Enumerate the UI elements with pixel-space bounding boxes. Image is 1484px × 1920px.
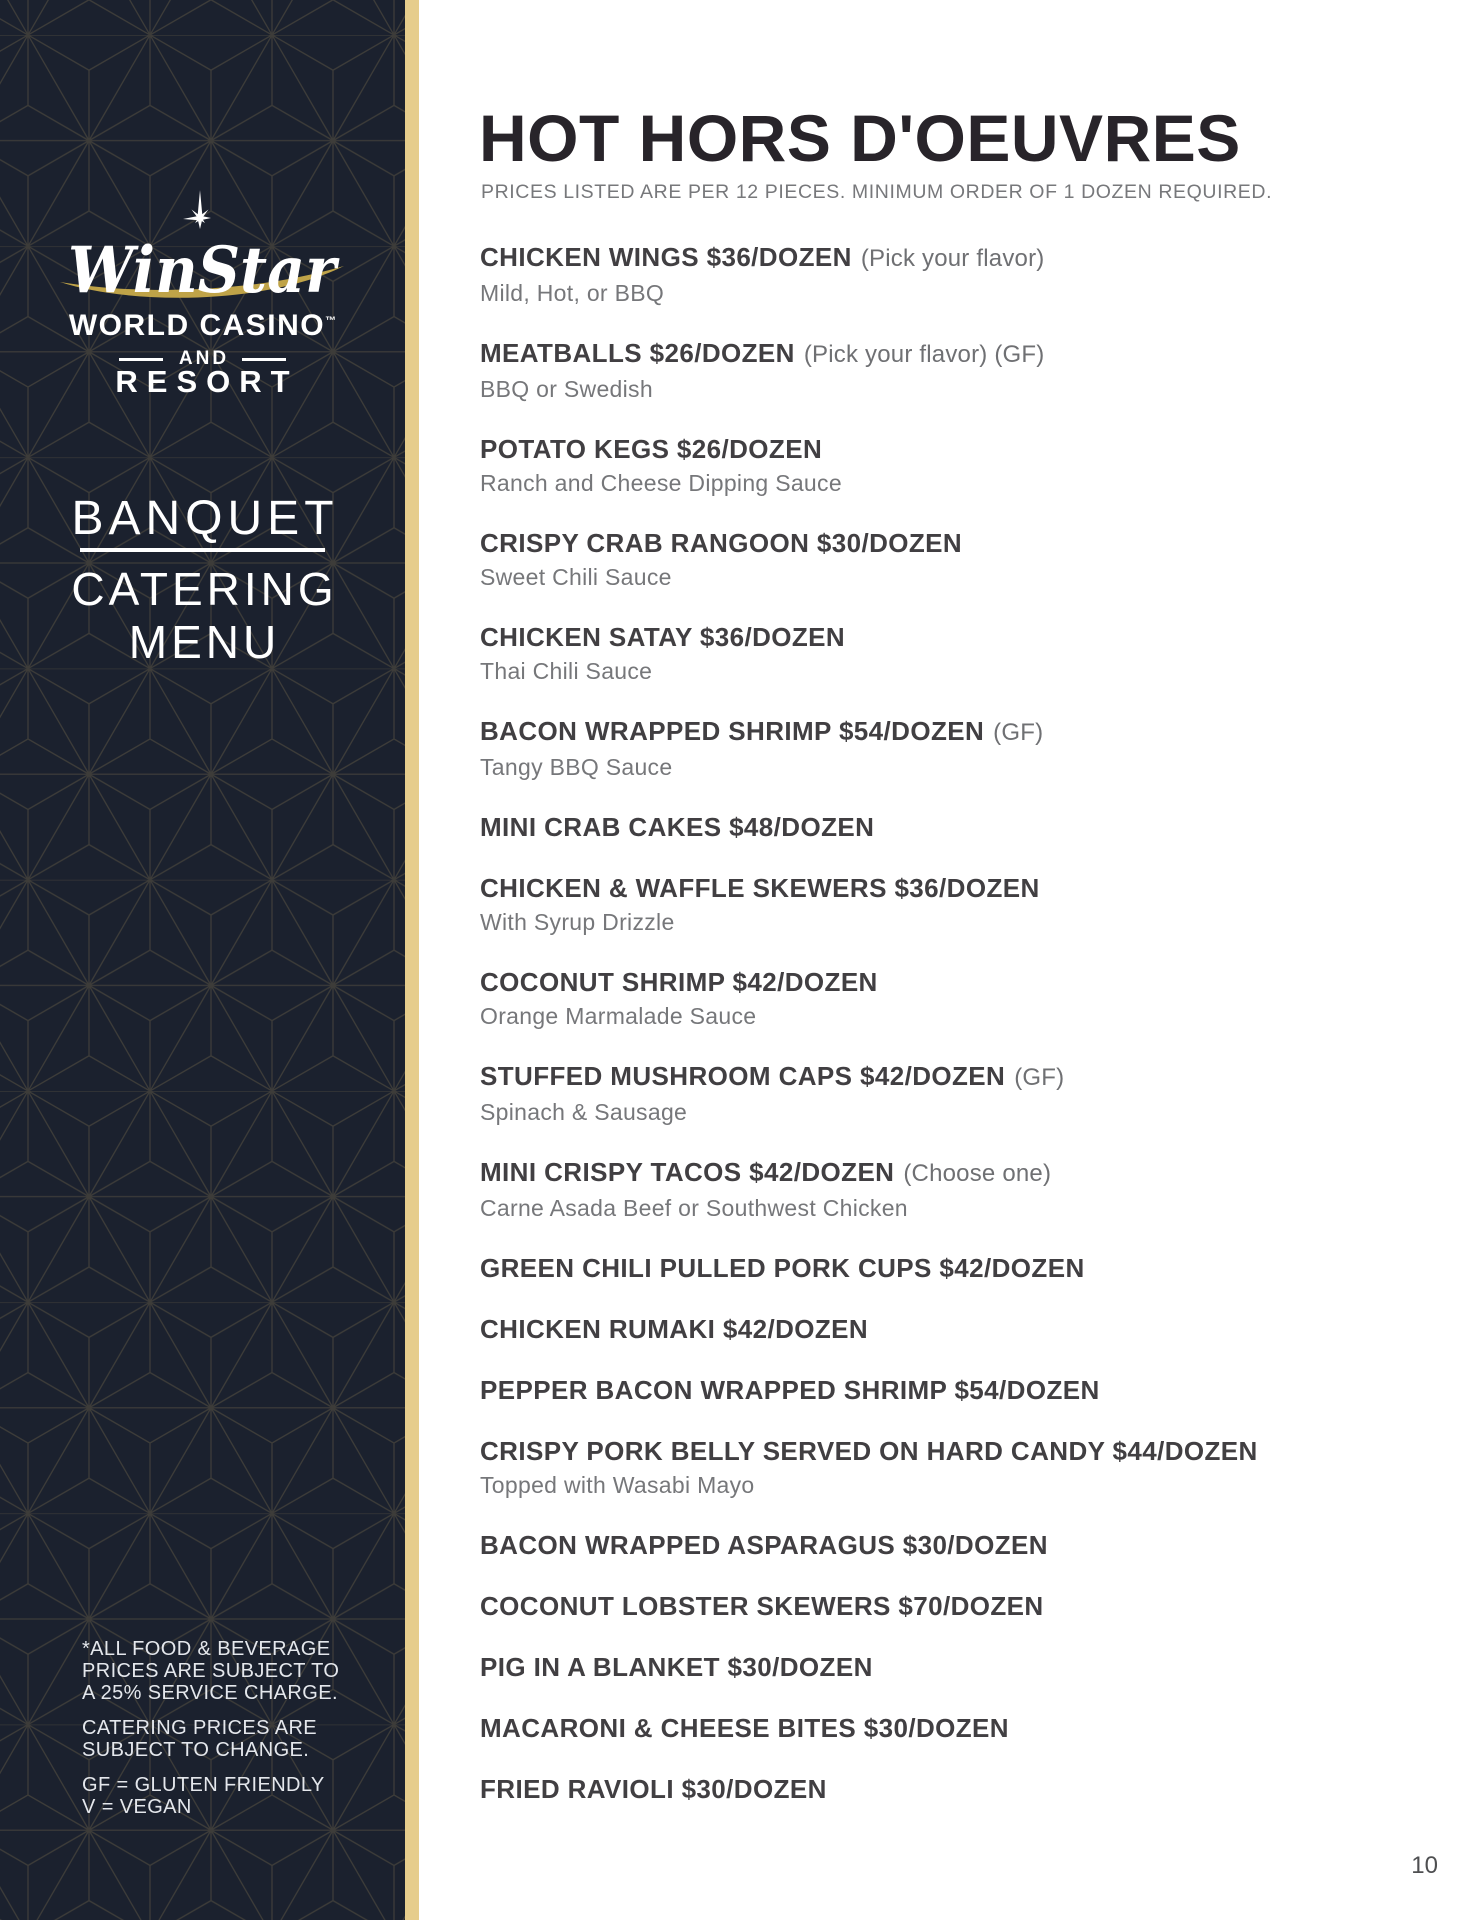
item-note: (Pick your flavor) (GF) xyxy=(803,341,1045,368)
item-desc: Ranch and Cheese Dipping Sauce xyxy=(480,470,842,496)
item-title: CHICKEN RUMAKI $42/DOZEN xyxy=(480,1314,869,1344)
footnote-line: CATERING PRICES ARE xyxy=(82,1717,318,1739)
item-title: POTATO KEGS $26/DOZEN xyxy=(480,434,823,464)
logo-resort: RESORT xyxy=(115,364,299,399)
menu-item xyxy=(480,1531,1270,1559)
trademark-symbol: ™ xyxy=(325,315,337,327)
footnote-service-charge xyxy=(82,1638,362,1704)
item-desc: Sweet Chili Sauce xyxy=(480,564,672,590)
menu-item xyxy=(480,623,1270,684)
item-note: (Pick your flavor) xyxy=(860,245,1045,272)
menu-item-name xyxy=(480,1531,1270,1559)
footnote-line: V = VEGAN xyxy=(82,1796,192,1818)
menu-item-name xyxy=(480,1775,1270,1803)
item-desc: Topped with Wasabi Mayo xyxy=(480,1472,755,1498)
item-desc: Thai Chili Sauce xyxy=(480,658,653,684)
menu-item xyxy=(480,1062,1270,1125)
item-title: COCONUT LOBSTER SKEWERS $70/DOZEN xyxy=(480,1591,1044,1621)
item-title: FRIED RAVIOLI $30/DOZEN xyxy=(480,1774,827,1804)
menu-item xyxy=(480,435,1270,496)
menu-item xyxy=(480,1653,1270,1681)
item-title: MEATBALLS $26/DOZEN xyxy=(480,338,795,368)
menu-item-list xyxy=(480,243,1270,1836)
winstar-script: WinStar xyxy=(68,233,340,308)
item-title: PEPPER BACON WRAPPED SHRIMP $54/DOZEN xyxy=(480,1375,1100,1405)
banquet-underline xyxy=(80,548,325,552)
item-desc: Carne Asada Beef or Southwest Chicken xyxy=(480,1195,908,1221)
item-title: GREEN CHILI PULLED PORK CUPS $42/DOZEN xyxy=(480,1253,1085,1283)
item-title: CHICKEN SATAY $36/DOZEN xyxy=(480,622,846,652)
menu-item-name xyxy=(480,717,1270,747)
footnote-line: SUBJECT TO CHANGE. xyxy=(82,1739,310,1761)
star-sparkle-icon xyxy=(183,190,211,229)
menu-item-name xyxy=(480,1714,1270,1742)
footnote-line: PRICES ARE SUBJECT TO xyxy=(82,1660,340,1682)
menu-item-name xyxy=(480,1376,1270,1404)
item-title: MINI CRISPY TACOS $42/DOZEN xyxy=(480,1157,895,1187)
footnote-line: *ALL FOOD & BEVERAGE xyxy=(82,1638,331,1660)
menu-title-word: MENU xyxy=(128,616,281,668)
item-title: MINI CRAB CAKES $48/DOZEN xyxy=(480,812,875,842)
menu-item-name xyxy=(480,1315,1270,1343)
item-title: BACON WRAPPED ASPARAGUS $30/DOZEN xyxy=(480,1530,1048,1560)
menu-item-name xyxy=(480,339,1270,369)
menu-item xyxy=(480,1714,1270,1742)
menu-item-name xyxy=(480,1592,1270,1620)
menu-item xyxy=(480,339,1270,402)
menu-item xyxy=(480,1315,1270,1343)
item-desc: Tangy BBQ Sauce xyxy=(480,754,673,780)
menu-item xyxy=(480,813,1270,841)
menu-item xyxy=(480,968,1270,1029)
item-note: (Choose one) xyxy=(903,1160,1052,1187)
item-note: (GF) xyxy=(993,719,1044,746)
item-desc: Orange Marmalade Sauce xyxy=(480,1003,757,1029)
catering-title: CATERING xyxy=(71,563,338,615)
item-desc: With Syrup Drizzle xyxy=(480,909,675,935)
item-desc: Spinach & Sausage xyxy=(480,1099,688,1125)
footnote-legend xyxy=(82,1774,362,1818)
logo-world-casino: WORLD CASINO™ xyxy=(68,309,337,342)
menu-item-name xyxy=(480,968,1270,996)
page-number: 10 xyxy=(1411,1852,1438,1879)
menu-item xyxy=(480,1775,1270,1803)
menu-item-name xyxy=(480,1062,1270,1092)
item-title: COCONUT SHRIMP $42/DOZEN xyxy=(480,967,878,997)
logo-and: AND xyxy=(178,348,230,369)
item-title: MACARONI & CHEESE BITES $30/DOZEN xyxy=(480,1713,1009,1743)
item-title: CRISPY PORK BELLY SERVED ON HARD CANDY $44/DOZEN xyxy=(480,1436,1258,1466)
menu-item-name xyxy=(480,1254,1270,1282)
footnote-prices-change xyxy=(82,1717,362,1761)
menu-item-name xyxy=(480,529,1270,557)
item-title: CHICKEN WINGS $36/DOZEN xyxy=(480,242,852,272)
menu-item xyxy=(480,243,1270,306)
menu-item-name xyxy=(480,1437,1270,1465)
item-title: CRISPY CRAB RANGOON $30/DOZEN xyxy=(480,528,963,558)
footnote-line: A 25% SERVICE CHARGE. xyxy=(82,1682,338,1704)
menu-item-name xyxy=(480,243,1270,273)
page-title: HOT HORS D'OEUVRES xyxy=(479,101,1241,175)
menu-item xyxy=(480,717,1270,780)
banquet-title: BANQUET xyxy=(71,492,339,545)
menu-item xyxy=(480,1376,1270,1404)
item-title: CHICKEN & WAFFLE SKEWERS $36/DOZEN xyxy=(480,873,1040,903)
menu-item-name xyxy=(480,1158,1270,1188)
menu-item xyxy=(480,529,1270,590)
gold-accent-stripe xyxy=(405,0,419,1920)
item-title: BACON WRAPPED SHRIMP $54/DOZEN xyxy=(480,716,985,746)
item-title: STUFFED MUSHROOM CAPS $42/DOZEN xyxy=(480,1061,1006,1091)
menu-item-name xyxy=(480,435,1270,463)
item-desc: Mild, Hot, or BBQ xyxy=(480,280,665,306)
menu-item-name xyxy=(480,623,1270,651)
page-subtitle: PRICES LISTED ARE PER 12 PIECES. MINIMUM ORDER OF 1 DOZEN REQUIRED. xyxy=(481,181,1273,203)
menu-item xyxy=(480,1158,1270,1221)
item-desc: BBQ or Swedish xyxy=(480,376,653,402)
footnote-line: GF = GLUTEN FRIENDLY xyxy=(82,1774,325,1796)
menu-item xyxy=(480,1437,1270,1498)
footnotes xyxy=(82,1638,362,1831)
item-title: PIG IN A BLANKET $30/DOZEN xyxy=(480,1652,873,1682)
left-dash xyxy=(119,358,163,361)
item-note: (GF) xyxy=(1014,1064,1065,1091)
right-dash xyxy=(242,358,286,361)
menu-item xyxy=(480,1254,1270,1282)
menu-item-name xyxy=(480,874,1270,902)
menu-item xyxy=(480,1592,1270,1620)
sidebar xyxy=(0,0,405,1920)
winstar-logo xyxy=(52,160,352,310)
menu-item xyxy=(480,874,1270,935)
menu-item-name xyxy=(480,1653,1270,1681)
menu-item-name xyxy=(480,813,1270,841)
